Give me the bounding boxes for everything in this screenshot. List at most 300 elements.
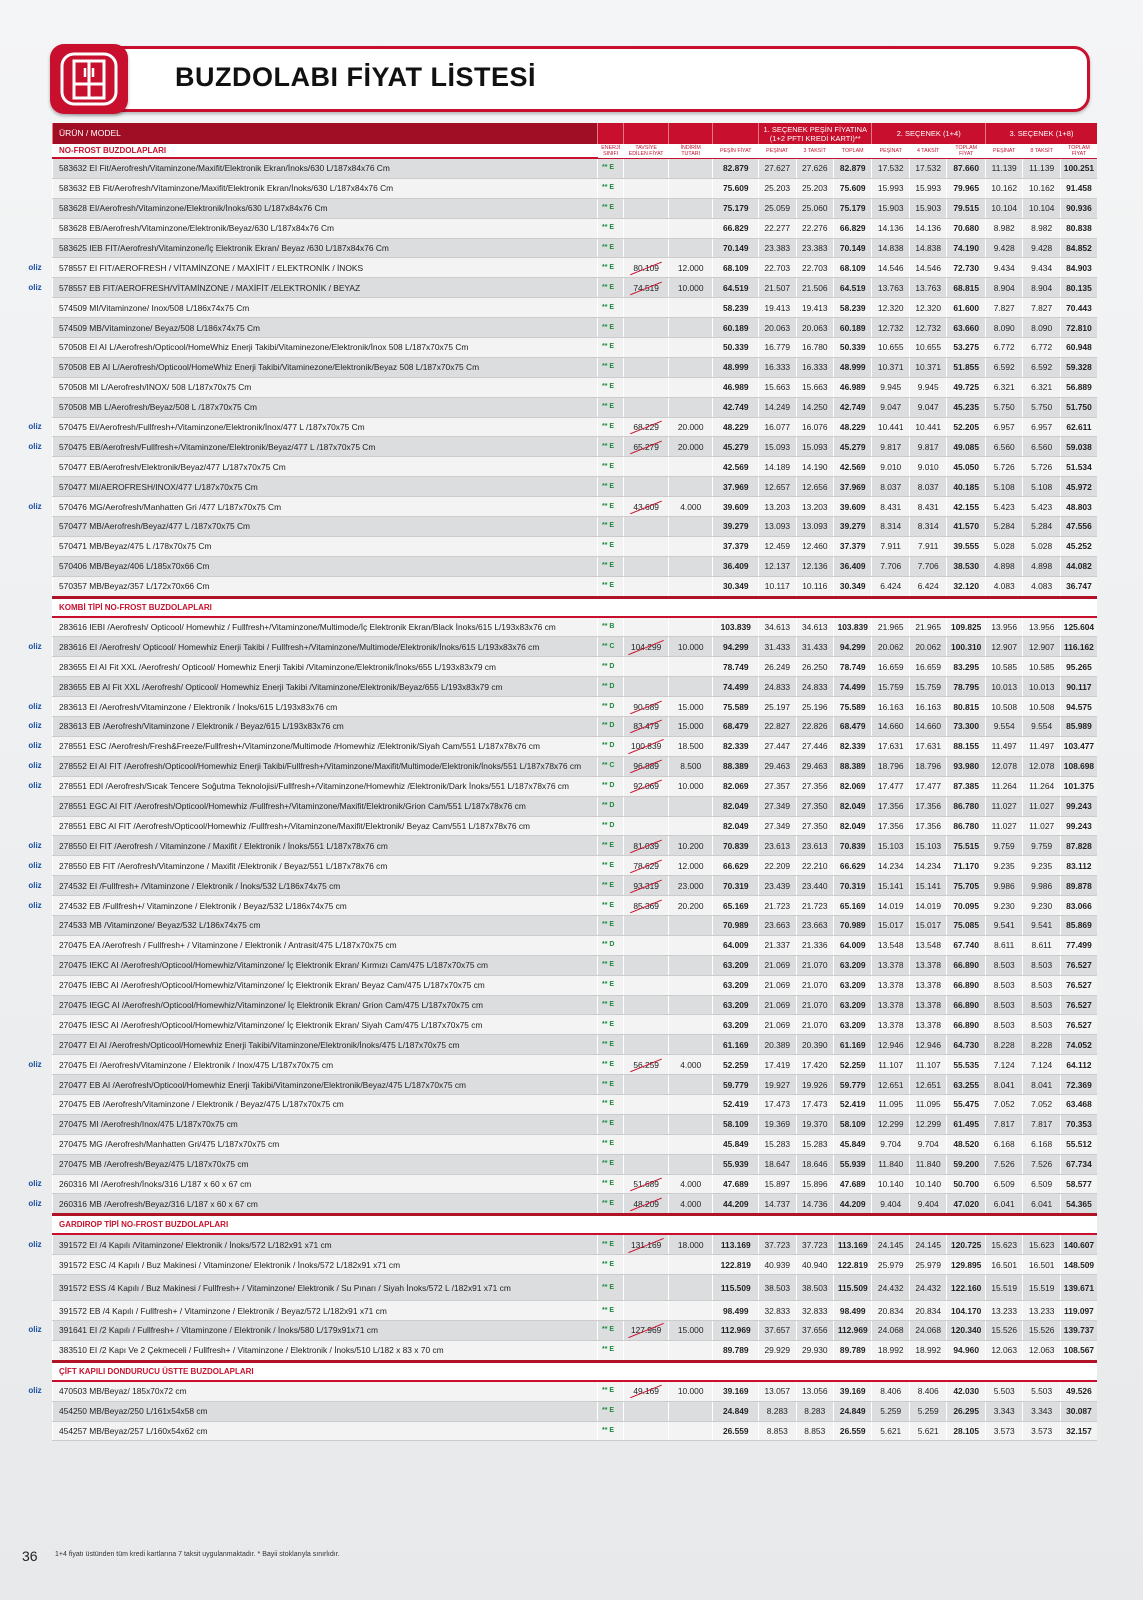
o1-total: 70.839 bbox=[833, 836, 872, 856]
o3-total: 108.567 bbox=[1060, 1340, 1097, 1361]
recommended-price bbox=[624, 935, 669, 955]
o1-down-payment: 19.413 bbox=[759, 298, 796, 318]
o3-installment: 6.772 bbox=[1023, 338, 1060, 358]
header-o1-total: TOPLAM bbox=[833, 144, 872, 158]
o1-total: 70.149 bbox=[833, 238, 872, 258]
o1-down-payment: 27.627 bbox=[759, 158, 796, 178]
table-row bbox=[53, 258, 1098, 278]
model-name: 574509 MB/Vitaminzone/ Beyaz/508 L/186x74x75 Cm bbox=[53, 318, 598, 338]
cash-price: 52.259 bbox=[713, 1055, 759, 1075]
o1-total: 66.629 bbox=[833, 856, 872, 876]
o3-installment: 6.041 bbox=[1023, 1194, 1060, 1215]
o2-installment: 5.259 bbox=[909, 1401, 946, 1421]
o2-installment: 15.017 bbox=[909, 915, 946, 935]
o1-total: 37.379 bbox=[833, 536, 872, 556]
recommended-price bbox=[624, 876, 669, 896]
header-o2-total: TOPLAM FİYAT bbox=[947, 144, 986, 158]
o1-total: 48.229 bbox=[833, 417, 872, 437]
model-name: 283655 EB AI Fit XXL /Aerofresh/ Opticool/ Homewhiz Enerji Takibi /Vitaminzone/Elektronik/Beyaz/655 L/193x83x79 cm bbox=[53, 677, 598, 697]
o3-down-payment: 5.028 bbox=[985, 536, 1022, 556]
o1-installment: 38.503 bbox=[796, 1275, 833, 1301]
o1-installment: 23.663 bbox=[796, 915, 833, 935]
oliz-logo: oliz bbox=[28, 1239, 42, 1249]
o2-total: 50.700 bbox=[947, 1174, 986, 1194]
recommended-price bbox=[624, 218, 669, 238]
o1-installment: 21.070 bbox=[796, 955, 833, 975]
o2-down-payment: 13.378 bbox=[872, 955, 909, 975]
o2-total: 88.155 bbox=[947, 736, 986, 756]
header-row-sub bbox=[53, 144, 1098, 158]
o1-installment: 21.070 bbox=[796, 975, 833, 995]
o3-total: 84.903 bbox=[1060, 258, 1097, 278]
o2-down-payment: 13.378 bbox=[872, 975, 909, 995]
o3-down-payment: 9.230 bbox=[985, 896, 1022, 916]
o3-installment: 7.526 bbox=[1023, 1154, 1060, 1174]
o3-installment: 10.013 bbox=[1023, 677, 1060, 697]
o3-down-payment: 11.027 bbox=[985, 816, 1022, 836]
table-row bbox=[53, 437, 1098, 457]
o3-total: 139.737 bbox=[1060, 1320, 1097, 1340]
o3-total: 94.575 bbox=[1060, 697, 1097, 717]
model-name: 274532 EI /Fullfresh+ /Vitaminzone / Elektronik / İnoks/532 L/186x74x75 cm bbox=[53, 876, 598, 896]
discount-amount bbox=[668, 1075, 713, 1095]
o2-installment: 9.704 bbox=[909, 1134, 946, 1154]
recommended-price bbox=[624, 1320, 669, 1340]
o1-down-payment: 13.093 bbox=[759, 517, 796, 537]
table-row bbox=[53, 1134, 1098, 1154]
discount-amount: 20.200 bbox=[668, 896, 713, 916]
o2-total: 100.310 bbox=[947, 637, 986, 657]
o2-total: 75.515 bbox=[947, 836, 986, 856]
o3-installment: 10.585 bbox=[1023, 657, 1060, 677]
o1-installment: 13.056 bbox=[796, 1381, 833, 1401]
model-name: 270475 IEGC AI /Aerofresh/Opticool/Homewhiz/Vitaminzone/ İç Elektronik Ekran/ Grion Cam/475 L/187x70x75 cm bbox=[53, 995, 598, 1015]
table-row bbox=[53, 756, 1098, 776]
table-row bbox=[53, 556, 1098, 576]
model-name: 283613 EB /Aerofresh/Vitaminzone / Elektronik / Beyaz/615 L/193x83x76 cm bbox=[53, 717, 598, 737]
o2-down-payment: 6.424 bbox=[872, 576, 909, 597]
o3-installment: 9.759 bbox=[1023, 836, 1060, 856]
o1-total: 88.389 bbox=[833, 756, 872, 776]
o3-down-payment: 8.503 bbox=[985, 955, 1022, 975]
model-name: 578557 EB FIT/AEROFRESH/VİTAMİNZONE / MAXİFİT /ELEKTRONİK / BEYAZ bbox=[53, 278, 598, 298]
cash-price: 50.339 bbox=[713, 338, 759, 358]
o1-total: 44.209 bbox=[833, 1194, 872, 1215]
page-header bbox=[50, 44, 1094, 114]
table-row bbox=[53, 995, 1098, 1015]
o3-installment: 4.083 bbox=[1023, 576, 1060, 597]
o1-down-payment: 12.459 bbox=[759, 536, 796, 556]
o3-total: 62.611 bbox=[1060, 417, 1097, 437]
table-row bbox=[53, 1381, 1098, 1401]
discount-amount bbox=[668, 338, 713, 358]
table-row bbox=[53, 657, 1098, 677]
o2-installment: 8.314 bbox=[909, 517, 946, 537]
energy-class: ** B bbox=[598, 617, 624, 637]
o1-total: 52.259 bbox=[833, 1055, 872, 1075]
o3-installment: 15.526 bbox=[1023, 1320, 1060, 1340]
o3-down-payment: 5.750 bbox=[985, 397, 1022, 417]
o3-down-payment: 5.726 bbox=[985, 457, 1022, 477]
o1-installment: 22.276 bbox=[796, 218, 833, 238]
price-table-body bbox=[53, 123, 1098, 1441]
o1-installment: 15.283 bbox=[796, 1134, 833, 1154]
o1-total: 42.569 bbox=[833, 457, 872, 477]
o3-installment: 5.108 bbox=[1023, 477, 1060, 497]
o1-total: 61.169 bbox=[833, 1035, 872, 1055]
o2-down-payment: 8.037 bbox=[872, 477, 909, 497]
o3-down-payment: 9.428 bbox=[985, 238, 1022, 258]
o1-installment: 13.093 bbox=[796, 517, 833, 537]
o3-total: 76.527 bbox=[1060, 955, 1097, 975]
o1-total: 24.849 bbox=[833, 1401, 872, 1421]
o3-total: 59.328 bbox=[1060, 357, 1097, 377]
discount-amount bbox=[668, 517, 713, 537]
o2-down-payment: 21.965 bbox=[872, 617, 909, 637]
o2-down-payment: 13.378 bbox=[872, 1015, 909, 1035]
o1-down-payment: 29.929 bbox=[759, 1340, 796, 1361]
recommended-price bbox=[624, 677, 669, 697]
energy-class: ** E bbox=[598, 536, 624, 556]
o1-down-payment: 38.503 bbox=[759, 1275, 796, 1301]
o3-down-payment: 11.264 bbox=[985, 776, 1022, 796]
model-name: 278550 EB FIT /Aerofresh/Vitaminzone / Maxifit /Elektronik / Beyaz/551 L/187x78x76 cm bbox=[53, 856, 598, 876]
o3-installment: 8.503 bbox=[1023, 975, 1060, 995]
recommended-price bbox=[624, 1094, 669, 1114]
o1-down-payment: 12.137 bbox=[759, 556, 796, 576]
cash-price: 75.179 bbox=[713, 198, 759, 218]
model-name: 383510 EI /2 Kapı Ve 2 Çekmeceli / Fullfresh+ / Vitaminzone / Elektronik / İnoks/510 L/182 x 83 x 70 cm bbox=[53, 1340, 598, 1361]
discount-amount bbox=[668, 955, 713, 975]
energy-class: ** E bbox=[598, 836, 624, 856]
o1-down-payment: 8.283 bbox=[759, 1401, 796, 1421]
energy-class: ** E bbox=[598, 1174, 624, 1194]
o1-down-payment: 16.779 bbox=[759, 338, 796, 358]
energy-class: ** E bbox=[598, 178, 624, 198]
table-row bbox=[53, 417, 1098, 437]
o2-down-payment: 7.911 bbox=[872, 536, 909, 556]
discount-amount: 10.000 bbox=[668, 1381, 713, 1401]
model-name: 570476 MG/Aerofresh/Manhatten Gri /477 L/187x70x75 Cm bbox=[53, 497, 598, 517]
o2-down-payment: 12.651 bbox=[872, 1075, 909, 1095]
o2-total: 66.890 bbox=[947, 975, 986, 995]
model-name: 283616 EI /Aerofresh/ Opticool/ Homewhiz Enerji Takibi / Fullfresh+/Vitaminzone/Multimode/Elektronik/İnoks/615 L/193x83x76 cm bbox=[53, 637, 598, 657]
o2-down-payment: 10.371 bbox=[872, 357, 909, 377]
o3-installment: 5.503 bbox=[1023, 1381, 1060, 1401]
o2-installment: 15.759 bbox=[909, 677, 946, 697]
energy-class: ** E bbox=[598, 198, 624, 218]
o1-installment: 25.060 bbox=[796, 198, 833, 218]
cash-price: 68.109 bbox=[713, 258, 759, 278]
recommended-price bbox=[624, 536, 669, 556]
o2-down-payment: 20.834 bbox=[872, 1301, 909, 1321]
recommended-price bbox=[624, 856, 669, 876]
cash-price: 64.519 bbox=[713, 278, 759, 298]
table-row bbox=[53, 1421, 1098, 1441]
o3-installment: 6.592 bbox=[1023, 357, 1060, 377]
o1-installment: 27.356 bbox=[796, 776, 833, 796]
o3-installment: 6.560 bbox=[1023, 437, 1060, 457]
o2-installment: 14.660 bbox=[909, 717, 946, 737]
o3-total: 63.468 bbox=[1060, 1094, 1097, 1114]
cash-price: 70.839 bbox=[713, 836, 759, 856]
o2-total: 79.965 bbox=[947, 178, 986, 198]
model-name: 283655 EI AI Fit XXL /Aerofresh/ Opticool/ Homewhiz Enerji Takibi /Vitaminzone/Elektronik/İnoks/655 L/193x83x79 cm bbox=[53, 657, 598, 677]
o3-installment: 15.519 bbox=[1023, 1275, 1060, 1301]
energy-class: ** E bbox=[598, 158, 624, 178]
o1-down-payment: 26.249 bbox=[759, 657, 796, 677]
o1-total: 45.849 bbox=[833, 1134, 872, 1154]
o2-down-payment: 11.095 bbox=[872, 1094, 909, 1114]
o1-total: 39.279 bbox=[833, 517, 872, 537]
o3-total: 56.889 bbox=[1060, 377, 1097, 397]
o1-total: 75.179 bbox=[833, 198, 872, 218]
cash-price: 88.389 bbox=[713, 756, 759, 776]
o3-installment: 6.168 bbox=[1023, 1134, 1060, 1154]
o1-total: 75.609 bbox=[833, 178, 872, 198]
recommended-price bbox=[624, 1134, 669, 1154]
o1-installment: 37.723 bbox=[796, 1234, 833, 1254]
recommended-price bbox=[624, 697, 669, 717]
recommended-price bbox=[624, 457, 669, 477]
o2-total: 45.235 bbox=[947, 397, 986, 417]
discount-amount bbox=[668, 238, 713, 258]
energy-class: ** E bbox=[598, 1301, 624, 1321]
o2-installment: 9.817 bbox=[909, 437, 946, 457]
cash-price: 82.879 bbox=[713, 158, 759, 178]
discount-amount bbox=[668, 357, 713, 377]
o2-installment: 12.732 bbox=[909, 318, 946, 338]
model-name: 570477 MI/AEROFRESH/INOX/477 L/187x70x75 Cm bbox=[53, 477, 598, 497]
o3-total: 100.251 bbox=[1060, 158, 1097, 178]
o3-down-payment: 11.027 bbox=[985, 796, 1022, 816]
table-row bbox=[53, 816, 1098, 836]
recommended-price bbox=[624, 955, 669, 975]
table-row bbox=[53, 1154, 1098, 1174]
discount-amount bbox=[668, 397, 713, 417]
o2-down-payment: 14.546 bbox=[872, 258, 909, 278]
o3-total: 49.526 bbox=[1060, 1381, 1097, 1401]
o3-total: 84.852 bbox=[1060, 238, 1097, 258]
o3-down-payment: 13.956 bbox=[985, 617, 1022, 637]
o2-installment: 10.655 bbox=[909, 338, 946, 358]
o1-total: 37.969 bbox=[833, 477, 872, 497]
cash-price: 70.319 bbox=[713, 876, 759, 896]
o1-installment: 16.780 bbox=[796, 338, 833, 358]
o3-installment: 11.497 bbox=[1023, 736, 1060, 756]
table-row bbox=[53, 677, 1098, 697]
o1-installment: 10.116 bbox=[796, 576, 833, 597]
o3-total: 77.499 bbox=[1060, 935, 1097, 955]
o2-installment: 14.234 bbox=[909, 856, 946, 876]
model-name: 583632 EI Fit/Aerofresh/Vitaminzone/Maxifit/Elektronik Ekran/İnoks/630 L/187x84x76 Cm bbox=[53, 158, 598, 178]
cash-price: 115.509 bbox=[713, 1275, 759, 1301]
o3-installment: 9.554 bbox=[1023, 717, 1060, 737]
o1-down-payment: 25.197 bbox=[759, 697, 796, 717]
o2-total: 70.680 bbox=[947, 218, 986, 238]
recommended-price bbox=[624, 477, 669, 497]
table-row bbox=[53, 278, 1098, 298]
o1-installment: 25.196 bbox=[796, 697, 833, 717]
o2-down-payment: 14.838 bbox=[872, 238, 909, 258]
o1-down-payment: 22.277 bbox=[759, 218, 796, 238]
cash-price: 82.049 bbox=[713, 816, 759, 836]
recommended-price bbox=[624, 1015, 669, 1035]
section-header-row bbox=[53, 597, 1098, 617]
energy-class: ** D bbox=[598, 935, 624, 955]
energy-class: ** E bbox=[598, 1340, 624, 1361]
o3-down-payment: 9.434 bbox=[985, 258, 1022, 278]
o3-total: 108.698 bbox=[1060, 756, 1097, 776]
o1-down-payment: 13.057 bbox=[759, 1381, 796, 1401]
model-name: 270475 EB /Aerofresh/Vitaminzone / Elektronik / Beyaz/475 L/187x70x75 cm bbox=[53, 1094, 598, 1114]
recommended-price bbox=[624, 975, 669, 995]
energy-class: ** E bbox=[598, 517, 624, 537]
o1-total: 122.819 bbox=[833, 1255, 872, 1275]
o3-installment: 12.078 bbox=[1023, 756, 1060, 776]
o3-down-payment: 7.827 bbox=[985, 298, 1022, 318]
discount-amount: 10.000 bbox=[668, 278, 713, 298]
table-row bbox=[53, 876, 1098, 896]
o1-down-payment: 12.657 bbox=[759, 477, 796, 497]
o3-installment: 8.904 bbox=[1023, 278, 1060, 298]
o1-down-payment: 15.897 bbox=[759, 1174, 796, 1194]
o2-installment: 8.431 bbox=[909, 497, 946, 517]
o2-installment: 13.548 bbox=[909, 935, 946, 955]
model-name: 391572 ESC /4 Kapılı / Buz Makinesi / Vitaminzone/ Elektronik / İnoks/572 L/182x91 x71 cm bbox=[53, 1255, 598, 1275]
model-name: 570471 MB/Beyaz/475 L /178x70x75 Cm bbox=[53, 536, 598, 556]
o2-installment: 11.840 bbox=[909, 1154, 946, 1174]
table-row bbox=[53, 477, 1098, 497]
table-row bbox=[53, 1255, 1098, 1275]
table-row bbox=[53, 1301, 1098, 1321]
energy-class: ** E bbox=[598, 457, 624, 477]
o3-down-payment: 8.611 bbox=[985, 935, 1022, 955]
energy-class: ** E bbox=[598, 556, 624, 576]
cash-price: 30.349 bbox=[713, 576, 759, 597]
model-name: 270475 EI /Aerofresh/Vitaminzone / Elektronik / Inox/475 L/187x70x75 cm bbox=[53, 1055, 598, 1075]
recommended-price bbox=[624, 995, 669, 1015]
o2-down-payment: 5.259 bbox=[872, 1401, 909, 1421]
discount-amount bbox=[668, 935, 713, 955]
recommended-price bbox=[624, 1114, 669, 1134]
o2-installment: 17.356 bbox=[909, 796, 946, 816]
o1-total: 55.939 bbox=[833, 1154, 872, 1174]
o2-total: 41.570 bbox=[947, 517, 986, 537]
model-name: 278551 EGC AI FIT /Aerofresh/Opticool/Homewhiz /Fullfresh+/Vitaminzone/Maxifit/Elektronik/Grion Cam/551 L/187x78x76 cm bbox=[53, 796, 598, 816]
old-price-value: 80.109 bbox=[633, 262, 659, 273]
o2-down-payment: 18.992 bbox=[872, 1340, 909, 1361]
o3-down-payment: 6.509 bbox=[985, 1174, 1022, 1194]
cash-price: 70.989 bbox=[713, 915, 759, 935]
energy-class: ** E bbox=[598, 238, 624, 258]
o3-down-payment: 8.503 bbox=[985, 1015, 1022, 1035]
recommended-price bbox=[624, 1401, 669, 1421]
o3-down-payment: 7.526 bbox=[985, 1154, 1022, 1174]
recommended-price bbox=[624, 1194, 669, 1215]
cash-price: 98.499 bbox=[713, 1301, 759, 1321]
o2-installment: 9.945 bbox=[909, 377, 946, 397]
old-price-value: 65.279 bbox=[633, 441, 659, 452]
o1-installment: 18.646 bbox=[796, 1154, 833, 1174]
o1-down-payment: 16.077 bbox=[759, 417, 796, 437]
o2-installment: 12.946 bbox=[909, 1035, 946, 1055]
o2-total: 38.530 bbox=[947, 556, 986, 576]
recommended-price bbox=[624, 178, 669, 198]
table-row bbox=[53, 697, 1098, 717]
o2-down-payment: 8.431 bbox=[872, 497, 909, 517]
o3-total: 36.747 bbox=[1060, 576, 1097, 597]
discount-amount bbox=[668, 298, 713, 318]
table-row bbox=[53, 1094, 1098, 1114]
o3-down-payment: 15.519 bbox=[985, 1275, 1022, 1301]
o3-down-payment: 10.162 bbox=[985, 178, 1022, 198]
o1-total: 94.299 bbox=[833, 637, 872, 657]
discount-amount: 23.000 bbox=[668, 876, 713, 896]
o1-installment: 21.506 bbox=[796, 278, 833, 298]
o3-down-payment: 6.560 bbox=[985, 437, 1022, 457]
o3-installment: 10.162 bbox=[1023, 178, 1060, 198]
o3-down-payment: 15.623 bbox=[985, 1234, 1022, 1254]
table-row bbox=[53, 717, 1098, 737]
model-name: 278551 ESC /Aerofresh/Fresh&Freeze/Fullfresh+/Vitaminzone/Multimode /Homewhiz /Elektronik/Siyah Cam/551 L/187x78x76 cm bbox=[53, 736, 598, 756]
header-spacer bbox=[624, 123, 669, 144]
o2-down-payment: 15.017 bbox=[872, 915, 909, 935]
energy-class: ** E bbox=[598, 397, 624, 417]
o1-installment: 19.413 bbox=[796, 298, 833, 318]
header-option1: 1. SEÇENEK PEŞİN FİYATINA (1+2 PFTI KREDİ KARTI)** bbox=[759, 123, 872, 144]
discount-amount: 4.000 bbox=[668, 1174, 713, 1194]
o3-down-payment: 8.041 bbox=[985, 1075, 1022, 1095]
o3-installment: 11.139 bbox=[1023, 158, 1060, 178]
table-row bbox=[53, 397, 1098, 417]
header-o1-installment: 3 TAKSİT bbox=[796, 144, 833, 158]
model-name: 270475 IESC AI /Aerofresh/Opticool/Homewhiz/Vitaminzone/ İç Elektronik Ekran/ Siyah Cam/475 L/187x70x75 cm bbox=[53, 1015, 598, 1035]
o1-installment: 29.463 bbox=[796, 756, 833, 776]
o3-total: 76.527 bbox=[1060, 975, 1097, 995]
oliz-logo: oliz bbox=[28, 1385, 42, 1395]
o1-total: 64.519 bbox=[833, 278, 872, 298]
o3-total: 91.458 bbox=[1060, 178, 1097, 198]
oliz-logo: oliz bbox=[28, 262, 42, 272]
o2-down-payment: 17.356 bbox=[872, 796, 909, 816]
o3-down-payment: 6.957 bbox=[985, 417, 1022, 437]
o2-total: 55.475 bbox=[947, 1094, 986, 1114]
o1-down-payment: 25.203 bbox=[759, 178, 796, 198]
o3-installment: 11.027 bbox=[1023, 816, 1060, 836]
table-row bbox=[53, 915, 1098, 935]
o2-down-payment: 8.406 bbox=[872, 1381, 909, 1401]
o3-installment: 8.503 bbox=[1023, 1015, 1060, 1035]
cash-price: 82.339 bbox=[713, 736, 759, 756]
discount-amount bbox=[668, 617, 713, 637]
o2-total: 122.160 bbox=[947, 1275, 986, 1301]
oliz-logo: oliz bbox=[28, 900, 42, 910]
cash-price: 82.049 bbox=[713, 796, 759, 816]
table-row bbox=[53, 1035, 1098, 1055]
o2-down-payment: 12.320 bbox=[872, 298, 909, 318]
o1-total: 47.689 bbox=[833, 1174, 872, 1194]
table-row bbox=[53, 856, 1098, 876]
o2-down-payment: 10.655 bbox=[872, 338, 909, 358]
o1-down-payment: 27.349 bbox=[759, 796, 796, 816]
o1-installment: 26.250 bbox=[796, 657, 833, 677]
recommended-price bbox=[624, 896, 669, 916]
discount-amount: 4.000 bbox=[668, 497, 713, 517]
recommended-price bbox=[624, 258, 669, 278]
header-o2-installment: 4 TAKSİT bbox=[909, 144, 946, 158]
discount-amount: 15.000 bbox=[668, 717, 713, 737]
